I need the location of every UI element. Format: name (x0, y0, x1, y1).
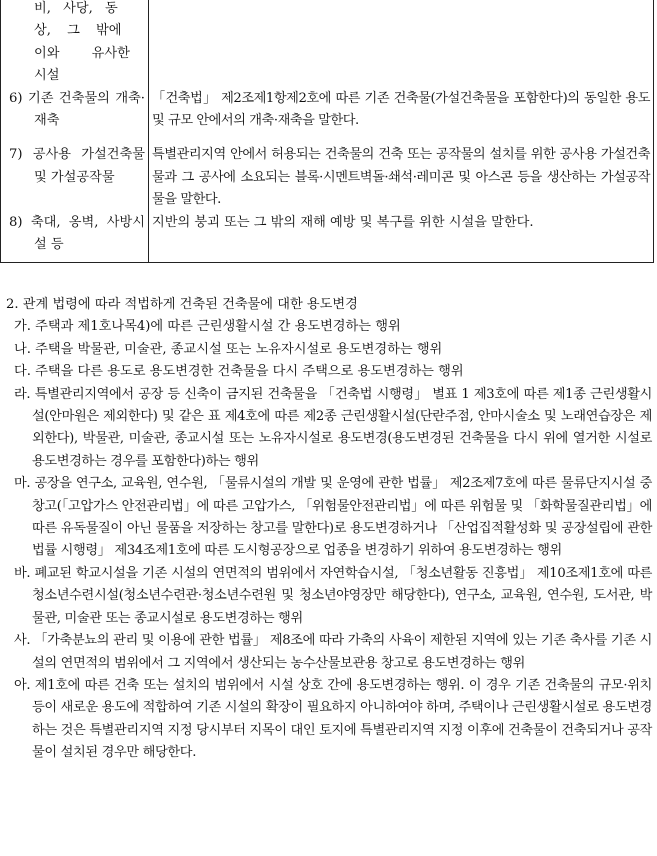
definition-text: 「건축법」 제2조제1항제2호에 따른 기존 건축물(가설건축물을 포함한다)의 동일한 용도 및 규모 안에서의 개축·재축을 말한다. (152, 90, 650, 129)
item-label: 라. (14, 386, 31, 402)
term-cell (1, 212, 149, 263)
definition-cell (149, 144, 654, 211)
item-text: 주택과 제1호나목4)에 따른 근린생활시설 간 용도변경하는 행위 (35, 319, 401, 335)
definition-text: 지반의 붕괴 또는 그 밖의 재해 예방 및 복구를 위한 시설을 말한다. (152, 214, 534, 230)
item-text: 특별관리지역에서 공장 등 신축이 금지된 건축물을 「건축법 시행령」 별표 1 제3호에 따른 제1종 근린생활시설(안마원은 제외한다) 및 같은 표 제4호에 따른 제2종 근린생활시설(단란주점, 안마시술소 및 노래연습장은 제외한다), 박물관, 미술관, 종교시설 또는 노유자시설로 용도변경(용도변경된 건축물을 다시 위에 열거한 시설로 용도변경하는 경우를 포함한다)하는 행위 (32, 386, 652, 469)
item-text: 주택을 다른 용도로 용도변경한 건축물을 다시 주택으로 용도변경하는 행위 (35, 364, 464, 380)
table-row (1, 212, 654, 263)
definition-text: 특별관리지역 안에서 허용되는 건축물의 건축 또는 공작물의 설치를 위한 공사용 가설건축물과 그 공사에 소요되는 블록·시멘트벽돌·쇄석·레미콘 및 아스콘 등을 생산하는 가설공작물을 말한다. (152, 147, 650, 208)
item-text: 주택을 박물관, 미술관, 종교시설 또는 노유자시설로 용도변경하는 행위 (35, 341, 443, 357)
section-title: 2. 관계 법령에 따라 적법하게 건축된 건축물에 대한 용도변경 (6, 297, 358, 312)
term-cell (1, 0, 149, 88)
table-row (1, 0, 654, 88)
item-label: 사. (14, 633, 31, 649)
spacer-row (1, 132, 654, 144)
item-text: 공장을 연구소, 교육원, 연수원, 「물류시설의 개발 및 운영에 관한 법률」 제2조제7호에 따른 물류단지시설 중 창고(「고압가스 안전관리법」에 따른 고압가스, 「위험물안전관리법」에 따른 위험물 및 「화학물질관리법」에 따른 유독물질이 아닌 물품을 저장하는 창고를 말한다)로 용도변경하거나 「산업집적활성화 및 공장설립에 관한 법률 시행령」 제34조제1호에 따른 도시형공장으로 업종을 변경하기 위하여 용도변경하는 행위 (32, 476, 653, 559)
list-item (6, 361, 652, 383)
item-text: 폐교된 학교시설을 기존 시설의 연면적의 범위에서 자연학습시설, 「청소년활동 진흥법」 제10조제1호에 따른 청소년수련시설(청소년수련관·청소년수련원 및 청소년야영장만 해당한다), 연구소, 교육원, 연수원, 도서관, 박물관, 미술관 또는 종교시설로 용도변경하는 행위 (32, 565, 653, 626)
definition-cell (149, 0, 654, 88)
item-label: 바. (14, 565, 31, 581)
definition-cell (149, 212, 654, 263)
term-cell (1, 144, 149, 211)
list-item (6, 473, 652, 563)
term-text: 6) 기존 건축물의 개축·재축 (9, 90, 145, 129)
term-text: 7) 공사용 가설건축물 및 가설공작물 (9, 147, 145, 185)
term-text: 8) 축대, 옹벽, 사방시설 등 (9, 214, 145, 253)
list-item (6, 316, 652, 338)
item-label: 마. (14, 476, 31, 492)
item-label: 가. (14, 319, 31, 335)
definition-table (0, 0, 654, 263)
term-line: 비, 사당, 동 (34, 1, 118, 16)
list-item (6, 339, 652, 361)
table-row (1, 144, 654, 211)
definition-cell (149, 88, 654, 133)
table-row (1, 88, 654, 133)
term-cell (1, 88, 149, 133)
section-2 (6, 294, 652, 765)
list-item (6, 675, 652, 765)
list-item (6, 630, 652, 675)
item-label: 나. (14, 341, 31, 357)
list-item (6, 384, 652, 474)
item-text: 「가축분뇨의 관리 및 이용에 관한 법률」 제8조에 따라 가축의 사육이 제한된 지역에 있는 기존 축사를 기존 시설의 연면적의 범위에서 그 지역에서 생산되는 농수산물보관용 창고로 용도변경하는 행위 (32, 633, 653, 671)
item-text: 제1호에 따른 건축 또는 설치의 범위에서 시설 상호 간에 용도변경하는 행위. 이 경우 기존 건축물의 규모·위치 등이 새로운 용도에 적합하여 기존 시설의 확장이 필요하지 아니하여야 하며, 주택이나 근린생활시설로 용도변경하는 것은 특별관리지역 지정 당시부터 지목이 대인 토지에 특별관리지역 지정 이후에 건축물이 건축되거나 공작물이 설치된 경우만 해당한다. (32, 677, 652, 761)
item-label: 아. (14, 677, 31, 693)
term-line: 이와 유사한 (34, 45, 130, 61)
list-item (6, 563, 652, 630)
item-label: 다. (14, 364, 31, 380)
term-line: 시설 (34, 68, 60, 84)
term-line: 상, 그 밖에 (34, 23, 122, 39)
